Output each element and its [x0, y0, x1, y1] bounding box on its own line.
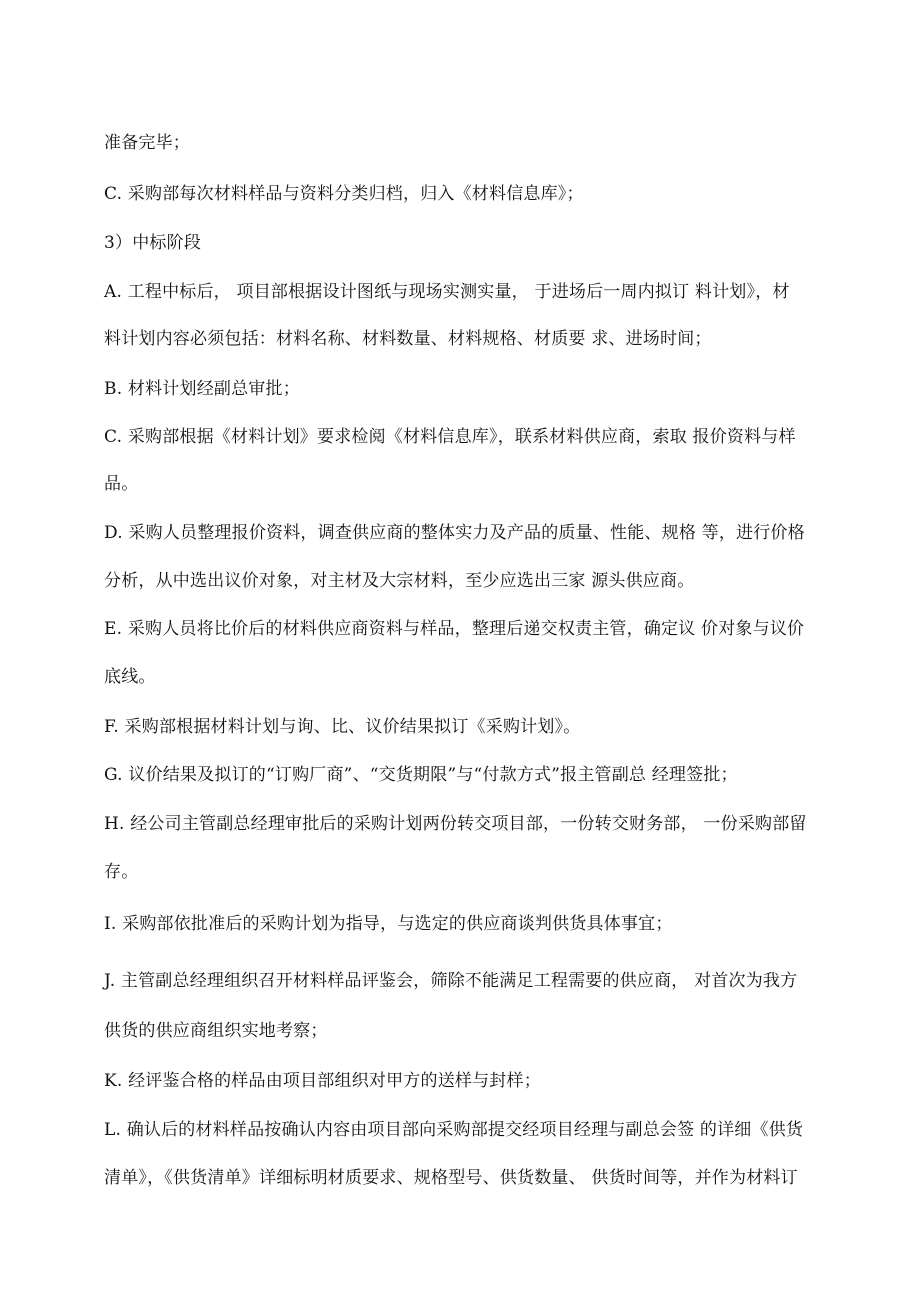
text-line: B. 材料计划经副总审批；: [104, 379, 300, 399]
text-line: 料计划内容必须包括：材料名称、材料数量、材料规格、材质要 求、进场时间；: [104, 329, 712, 349]
text-line: 存。: [104, 862, 139, 882]
text-line: K. 经评鉴合格的样品由项目部组织对甲方的送样与封样；: [104, 1071, 541, 1091]
text-line: C. 采购部每次材料样品与资料分类归档，归入《材料信息库》；: [104, 184, 584, 204]
text-line: 清单》，《供货清单》详细标明材质要求、规格型号、供货数量、 供货时间等，并作为材料订: [104, 1168, 798, 1188]
text-line: A. 工程中标后， 项目部根据设计图纸与现场实测实量， 于进场后一周内拟订 料计划》，材: [104, 282, 790, 302]
section-heading: 3）中标阶段: [104, 233, 202, 253]
text-line: 分析，从中选出议价对象，对主材及大宗材料，至少应选出三家 源头供应商。: [104, 571, 695, 591]
text-line: G. 议价结果及拟订的“订购厂商”、“交货期限”与“付款方式”报主管副总 经理签批；: [104, 765, 738, 785]
text-line: H. 经公司主管副总经理审批后的采购计划两份转交项目部，一份转交财务部， 一份采购部留: [104, 814, 807, 834]
text-line: 品。: [104, 474, 139, 494]
text-line: 供货的供应商组织实地考察；: [104, 1021, 328, 1041]
text-line: 底线。: [104, 667, 156, 687]
text-line: I. 采购部依批准后的采购计划为指导，与选定的供应商谈判供货具体事宜；: [104, 914, 673, 934]
text-line: F. 采购部根据材料计划与询、比、议价结果拟订《采购计划》。: [104, 717, 581, 737]
text-line: D. 采购人员整理报价资料，调查供应商的整体实力及产品的质量、性能、规格 等，进行价格: [104, 523, 805, 543]
text-line: 准备完毕；: [104, 133, 190, 153]
text-line: E. 采购人员将比价后的材料供应商资料与样品，整理后递交权责主管，确定议 价对象与议价: [104, 619, 805, 639]
text-line: J. 主管副总经理组织召开材料样品评鉴会，筛除不能满足工程需要的供应商， 对首次为我方: [104, 971, 798, 991]
text-line: L. 确认后的材料样品按确认内容由项目部向采购部提交经项目经理与副总会签 的详细《供货: [104, 1120, 804, 1140]
text-line: C. 采购部根据《材料计划》要求检阅《材料信息库》，联系材料供应商，索取 报价资料与样: [104, 427, 796, 447]
